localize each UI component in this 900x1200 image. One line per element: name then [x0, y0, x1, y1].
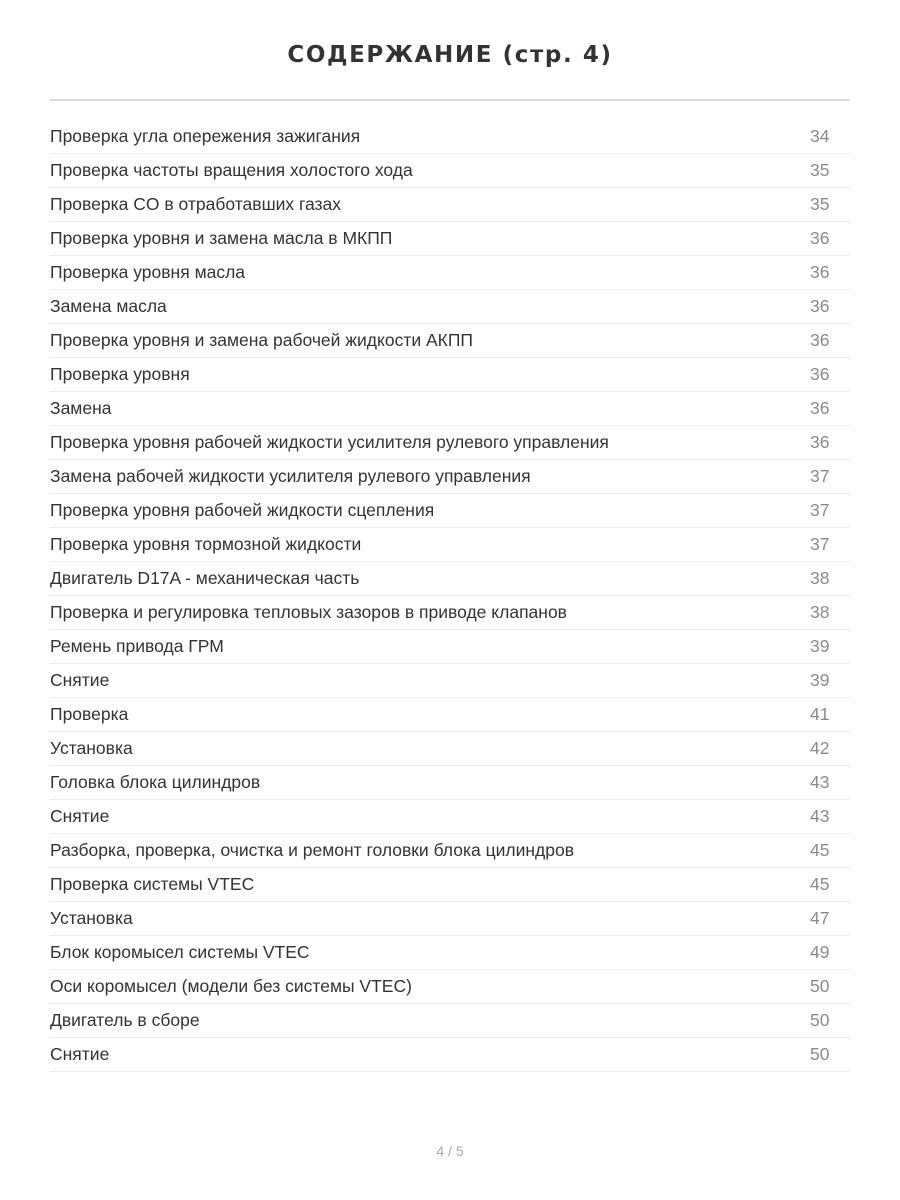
- toc-entry[interactable]: [50, 256, 850, 290]
- toc-entry[interactable]: [50, 154, 850, 188]
- toc-entry[interactable]: [50, 936, 850, 970]
- toc-entry-title: Проверка системы VTEC: [50, 874, 255, 894]
- toc-entry-title: Замена масла: [50, 296, 167, 316]
- toc-entry-page-number: 38: [810, 568, 830, 588]
- toc-entry[interactable]: [50, 1038, 850, 1072]
- toc-entry[interactable]: [50, 290, 850, 324]
- toc-entry-page-number: 39: [810, 670, 830, 690]
- toc-entry[interactable]: [50, 324, 850, 358]
- toc-entry-page-number: 47: [810, 908, 830, 928]
- toc-entry[interactable]: [50, 970, 850, 1004]
- toc-entry-title: Двигатель в сборе: [50, 1010, 200, 1030]
- page-indicator: 4 / 5: [436, 1143, 464, 1159]
- toc-entry-page-number: 36: [810, 228, 830, 248]
- toc-entry-page-number: 34: [810, 126, 830, 146]
- toc-entry-page-number: 50: [810, 1044, 830, 1064]
- toc-entry-title: Проверка CO в отработавших газах: [50, 194, 342, 214]
- toc-entry-page-number: 36: [810, 398, 830, 418]
- toc-entry-title: Снятие: [50, 670, 110, 690]
- toc-entry-title: Снятие: [50, 1044, 110, 1064]
- toc-entry[interactable]: [50, 596, 850, 630]
- page-title: СОДЕРЖАНИЕ (стр. 4): [287, 42, 613, 68]
- toc-entry-page-number: 49: [810, 942, 830, 962]
- toc-entry[interactable]: [50, 732, 850, 766]
- toc-entry-page-number: 43: [810, 806, 830, 826]
- toc-entry-page-number: 45: [810, 874, 830, 894]
- toc-entry[interactable]: [50, 630, 850, 664]
- toc-entry-page-number: 36: [810, 330, 830, 350]
- toc-entry-title: Снятие: [50, 806, 110, 826]
- toc-entry-page-number: 39: [810, 636, 830, 656]
- toc-entry-page-number: 36: [810, 364, 830, 384]
- toc-entry[interactable]: [50, 800, 850, 834]
- toc-entry[interactable]: [50, 222, 850, 256]
- toc-entry-title: Проверка и регулировка тепловых зазоров в приводе клапанов: [50, 602, 567, 622]
- toc-entry-title: Блок коромысел системы VTEC: [50, 942, 310, 962]
- toc-entry-page-number: 45: [810, 840, 830, 860]
- toc-entry[interactable]: [50, 698, 850, 732]
- toc-entry-title: Проверка уровня рабочей жидкости сцепления: [50, 500, 435, 520]
- toc-entry[interactable]: [50, 664, 850, 698]
- toc-entry-title: Замена: [50, 398, 112, 418]
- toc-entry-page-number: 50: [810, 1010, 830, 1030]
- toc-entry-page-number: 37: [810, 466, 830, 486]
- toc-entry[interactable]: [50, 460, 850, 494]
- toc-entry-title: Разборка, проверка, очистка и ремонт головки блока цилиндров: [50, 840, 575, 860]
- toc-entry-title: Проверка частоты вращения холостого хода: [50, 160, 413, 180]
- toc-entry-page-number: 37: [810, 534, 830, 554]
- toc-entry-page-number: 38: [810, 602, 830, 622]
- toc-entry[interactable]: [50, 426, 850, 460]
- toc-entry-title: Проверка уровня масла: [50, 262, 246, 282]
- toc-entry-title: Установка: [50, 908, 133, 928]
- toc-entry-title: Двигатель D17A - механическая часть: [50, 568, 360, 588]
- toc-entry-title: Проверка уровня: [50, 364, 190, 384]
- toc-entry[interactable]: [50, 1004, 850, 1038]
- toc-entry-title: Головка блока цилиндров: [50, 772, 261, 792]
- toc-entry[interactable]: [50, 120, 850, 154]
- toc-entry-page-number: 43: [810, 772, 830, 792]
- toc-entry-title: Замена рабочей жидкости усилителя рулевого управления: [50, 466, 531, 486]
- toc-entry-title: Проверка: [50, 704, 129, 724]
- toc-entry-title: Проверка уровня рабочей жидкости усилителя рулевого управления: [50, 432, 609, 452]
- toc-entry-title: Проверка уровня тормозной жидкости: [50, 534, 362, 554]
- toc-entry[interactable]: [50, 358, 850, 392]
- toc-entry-page-number: 35: [810, 160, 830, 180]
- toc-entry-title: Ремень привода ГРМ: [50, 636, 224, 656]
- toc-entry[interactable]: [50, 528, 850, 562]
- toc-entry-page-number: 50: [810, 976, 830, 996]
- toc-entry-title: Проверка уровня и замена масла в МКПП: [50, 228, 393, 248]
- toc-entry-page-number: 35: [810, 194, 830, 214]
- toc-entry-page-number: 37: [810, 500, 830, 520]
- toc-entry[interactable]: [50, 188, 850, 222]
- table-of-contents: [50, 120, 850, 1072]
- toc-entry-page-number: 36: [810, 262, 830, 282]
- toc-entry-title: Проверка угла опережения зажигания: [50, 126, 361, 146]
- toc-entry-page-number: 36: [810, 432, 830, 452]
- toc-entry-page-number: 36: [810, 296, 830, 316]
- toc-entry[interactable]: [50, 902, 850, 936]
- toc-entry[interactable]: [50, 392, 850, 426]
- toc-entry-title: Проверка уровня и замена рабочей жидкости АКПП: [50, 330, 474, 350]
- toc-entry[interactable]: [50, 494, 850, 528]
- toc-entry-page-number: 41: [810, 704, 830, 724]
- toc-entry-page-number: 42: [810, 738, 830, 758]
- toc-entry[interactable]: [50, 562, 850, 596]
- toc-entry-title: Установка: [50, 738, 133, 758]
- toc-entry-title: Оси коромысел (модели без системы VTEC): [50, 976, 412, 996]
- title-divider: [50, 99, 850, 101]
- toc-entry[interactable]: [50, 868, 850, 902]
- toc-entry[interactable]: [50, 834, 850, 868]
- toc-entry[interactable]: [50, 766, 850, 800]
